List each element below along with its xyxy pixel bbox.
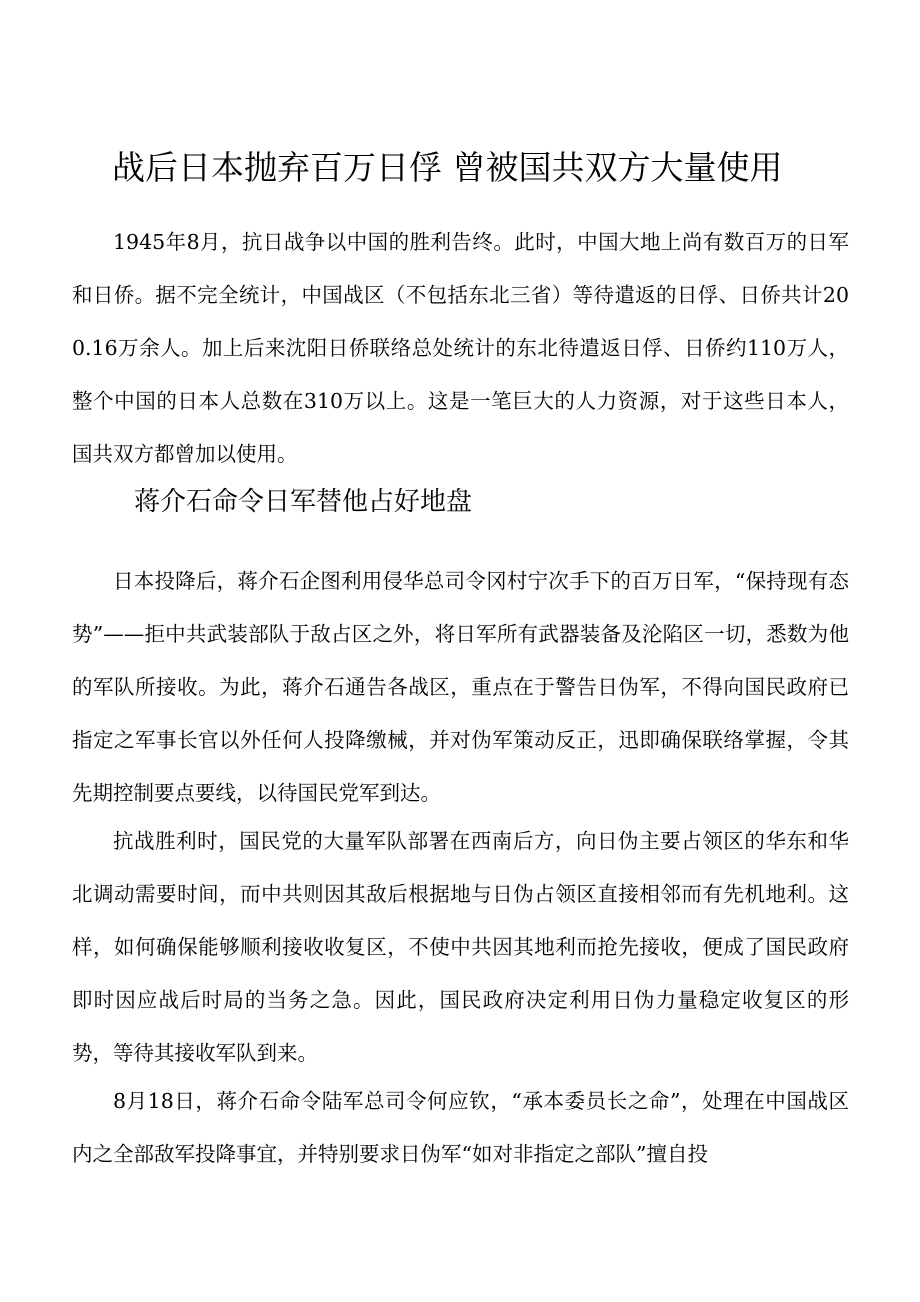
paragraph-4: 8月18日，蒋介石命令陆军总司令何应钦，“承本委员长之命”，处理在中国战区内之全部敌军投降事宜，并特别要求日伪军“如对非指定之部队”擅自投 <box>72 1089 849 1166</box>
paragraph-2: 日本投降后，蒋介石企图利用侵华总司令冈村宁次手下的百万日军，“保持现有态势”——拒中共武装部队于敌占区之外，将日军所有武器装备及沦陷区一切，悉数为他的军队所接收。为此，蒋介石通告各战区，重点在于警告日伪军，不得向国民政府已指定之军事长官以外任何人投降缴械，并对伪军策动反正，迅即确保联络掌握，令其先期控制要点要线，以待国民党军到达。 <box>72 569 849 805</box>
section-heading: 蒋介石命令日军替他占好地盘 <box>134 487 473 517</box>
paragraph-1: 1945年8月，抗日战争以中国的胜利告终。此时，中国大地上尚有数百万的日军和日侨。据不完全统计，中国战区（不包括东北三省）等待遣返的日俘、日侨共计200.16万余人。加上后来沈阳日侨联络总处统计的东北待遣返日俘、日侨约110万人，整个中国的日本人总数在310万以上。这是一笔巨大的人力资源，对于这些日本人，国共双方都曾加以使用。 <box>72 230 849 466</box>
paragraph-3: 抗战胜利时，国民党的大量军队部署在西南后方，向日伪主要占领区的华东和华北调动需要时间，而中共则因其敌后根据地与日伪占领区直接相邻而有先机地利。这样，如何确保能够顺利接收收复区，不使中共因其地利而抢先接收，便成了国民政府即时因应战后时局的当务之急。因此，国民政府决定利用日伪力量稳定收复区的形势，等待其接收军队到来。 <box>72 829 849 1065</box>
article-title: 战后日本抛弃百万日俘 曾被国共双方大量使用 <box>112 148 783 187</box>
